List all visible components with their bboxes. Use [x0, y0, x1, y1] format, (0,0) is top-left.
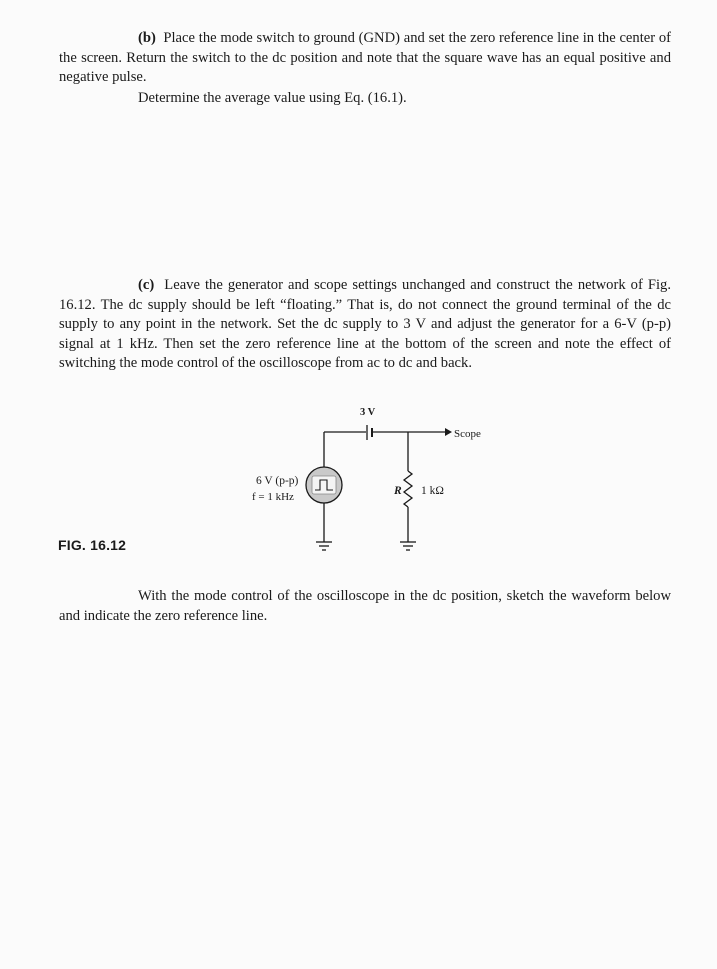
generator-amplitude-label: 6 V (p-p): [256, 475, 299, 487]
generator-screen: [312, 476, 336, 494]
part-d-paragraph: With the mode control of the oscilloscope in the dc position, sketch the waveform below and indicate the zero reference line.: [59, 588, 671, 624]
battery-label: 3 V: [360, 407, 376, 418]
part-b-text: Place the mode switch to ground (GND) and set the zero reference line in the center of the screen. Return the switch to the dc position and note that the square wave has an equal positive and negative pulse.: [59, 30, 672, 85]
generator-frequency-label: f = 1 kHz: [252, 491, 294, 503]
scope-label: Scope: [454, 428, 481, 440]
resistor-name-label: R: [394, 485, 402, 497]
part-b-label: (b): [138, 30, 156, 46]
resistor-value-label: 1 kΩ: [421, 485, 444, 497]
part-c-text: Leave the generator and scope settings unchanged and construct the network of Fig. 16.12. The dc supply should be left “floating.” That is, do not connect the ground terminal of the dc supply to any point in the network. Set the dc supply to 3 V and adjust the generator for a 6-V (p-p) signal at 1 kHz. Then set the zero reference line at the bottom of the screen and note the effect of switching the mode control of the oscilloscope from ac to dc and back.: [59, 277, 671, 371]
resistor-zigzag: [404, 471, 412, 507]
figure-label: FIG. 16.12: [58, 537, 127, 553]
scope-arrow-icon: [445, 428, 452, 436]
part-c-label: (c): [138, 277, 155, 293]
part-b-instruction: Determine the average value using Eq. (16.1).: [138, 90, 407, 106]
